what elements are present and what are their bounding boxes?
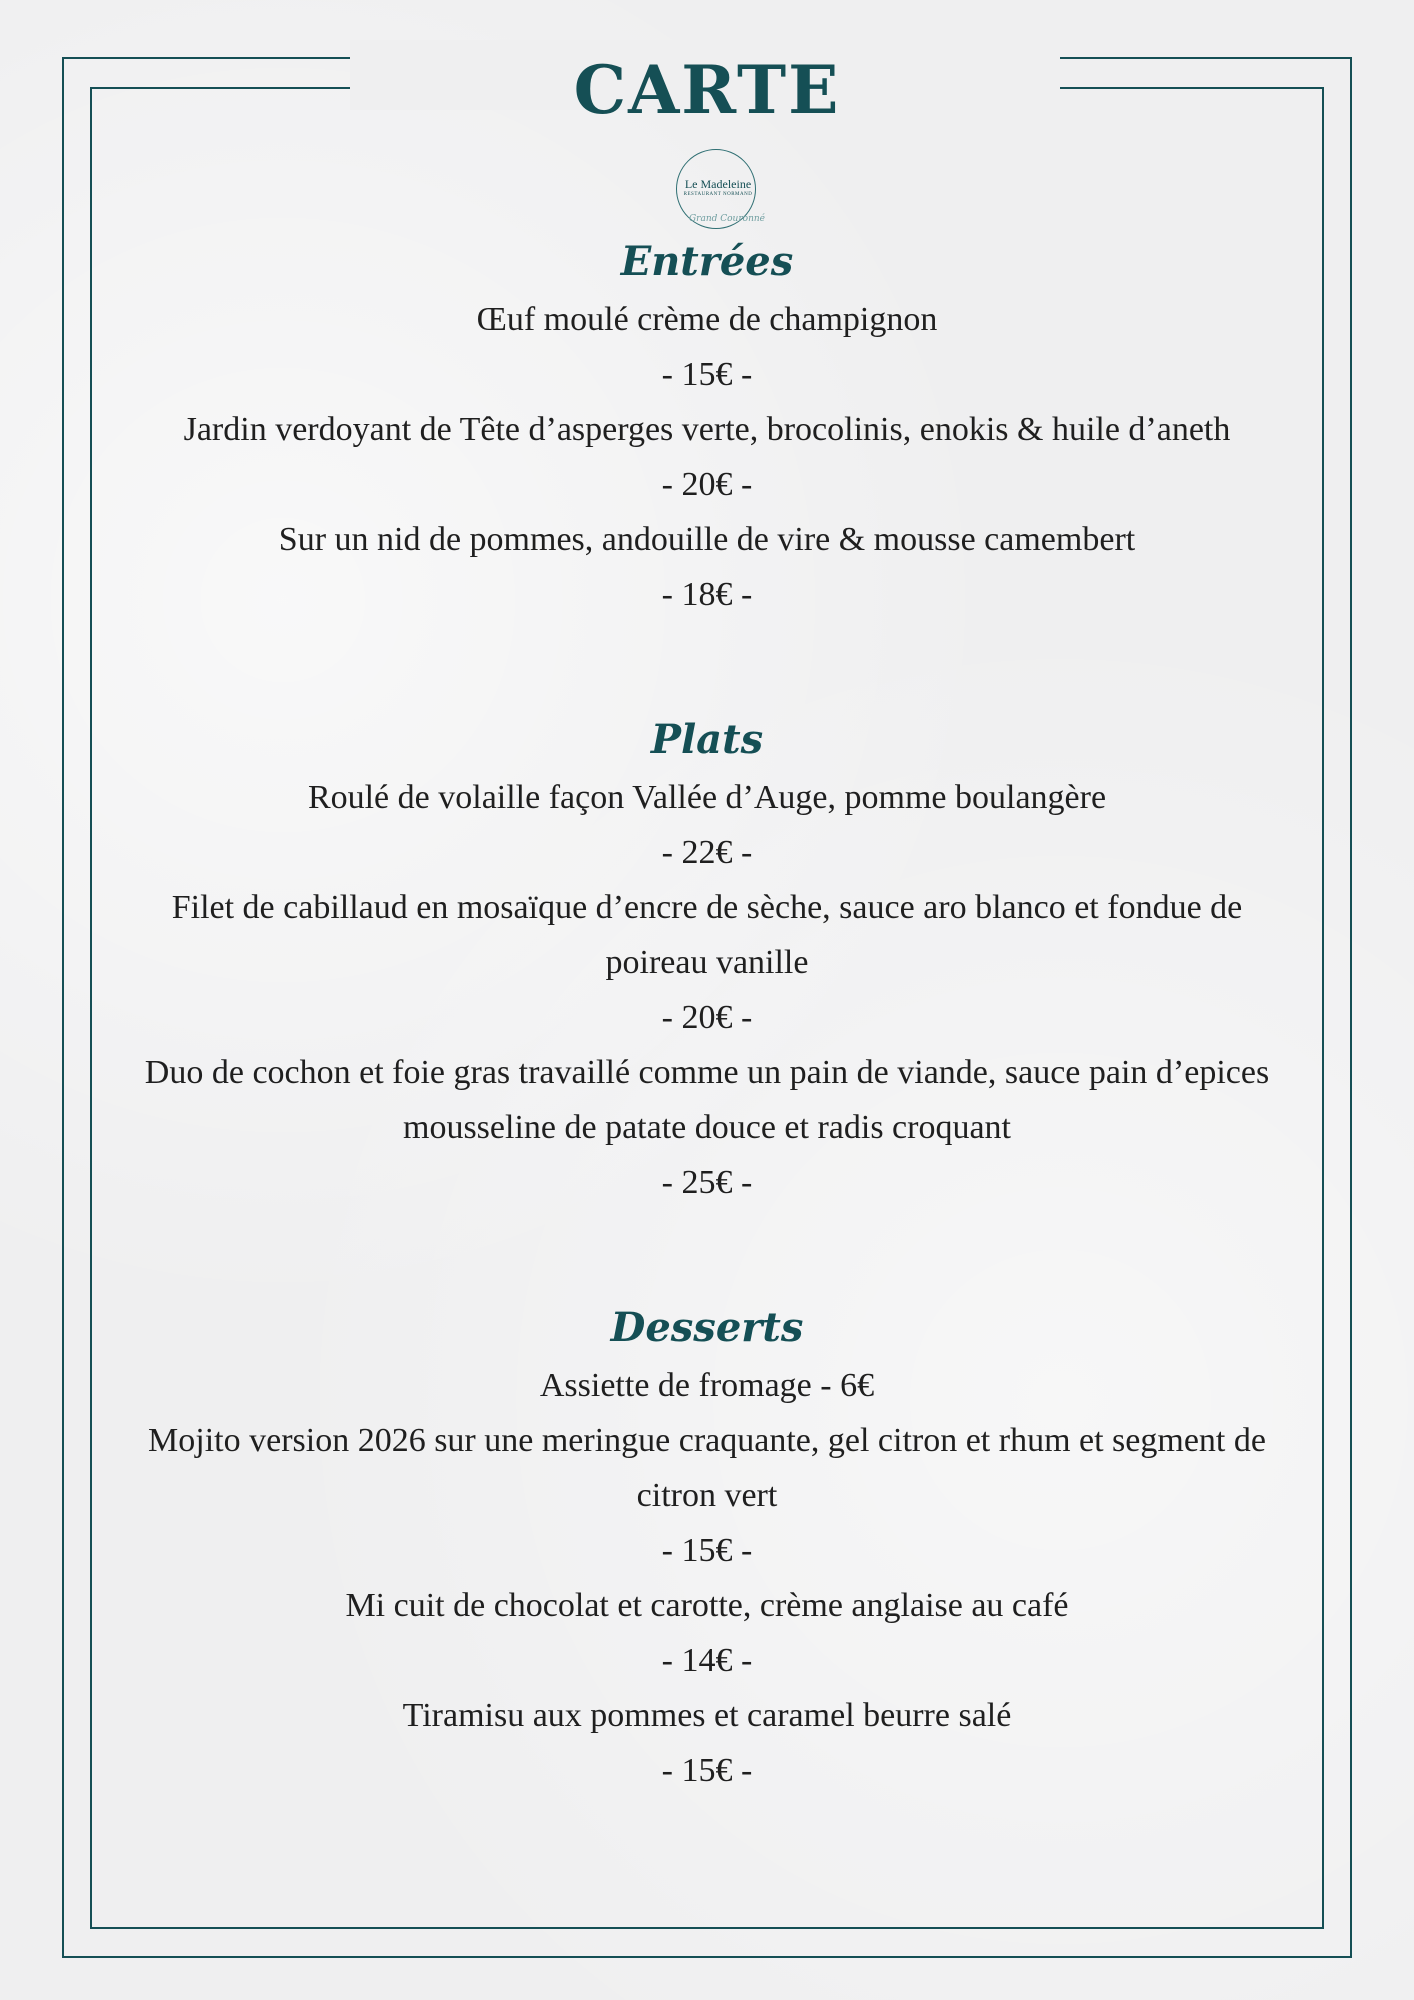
menu bbox=[120, 232, 1294, 1886]
menu-item bbox=[120, 1045, 1294, 1210]
section-plats bbox=[120, 710, 1294, 1210]
menu-item bbox=[120, 1578, 1294, 1688]
item-description: Duo de cochon et foie gras travaillé comme un pain de viande, sauce pain d’epices mousseline de patate douce et radis croquant bbox=[144, 1054, 1270, 1146]
menu-item bbox=[120, 1358, 1294, 1413]
item-description: Filet de cabillaud en mosaïque d’encre de sèche, sauce aro blanco et fondue de poireau vanille bbox=[171, 889, 1243, 981]
item-price: - 18€ - bbox=[661, 576, 753, 613]
item-price: - 22€ - bbox=[661, 834, 753, 871]
section-title: Desserts bbox=[610, 1304, 804, 1351]
item-description: Roulé de volaille façon Vallée d’Auge, pomme boulangère bbox=[307, 779, 1107, 816]
section-entrees bbox=[120, 232, 1294, 622]
menu-item bbox=[120, 292, 1294, 402]
item-price: - 20€ - bbox=[661, 999, 753, 1036]
section-desserts bbox=[120, 1298, 1294, 1798]
logo-subtitle: RESTAURANT NORMAND bbox=[683, 192, 753, 197]
item-description: Œuf moulé crème de champignon bbox=[476, 301, 938, 338]
item-price: - 14€ - bbox=[661, 1642, 753, 1679]
item-price: - 15€ - bbox=[661, 356, 753, 393]
page-title: CARTE bbox=[573, 51, 841, 129]
item-description: Tiramisu aux pommes et caramel beurre salé bbox=[402, 1697, 1012, 1734]
logo-name: Le Madeleine bbox=[684, 177, 752, 191]
restaurant-logo bbox=[671, 144, 765, 238]
item-description: Mojito version 2026 sur une meringue craquante, gel citron et rhum et segment de citron vert bbox=[148, 1422, 1266, 1514]
item-description: Assiette de fromage - 6€ bbox=[539, 1367, 875, 1404]
menu-item bbox=[120, 1688, 1294, 1798]
menu-item bbox=[120, 770, 1294, 880]
item-description: Sur un nid de pommes, andouille de vire & mousse camembert bbox=[278, 521, 1136, 558]
section-title: Plats bbox=[650, 716, 764, 763]
menu-item bbox=[120, 880, 1294, 1045]
section-title: Entrées bbox=[620, 238, 794, 285]
item-description: Jardin verdoyant de Tête d’asperges verte, brocolinis, enokis & huile d’aneth bbox=[183, 411, 1231, 448]
menu-item bbox=[120, 1413, 1294, 1578]
item-price: - 20€ - bbox=[661, 466, 753, 503]
item-description: Mi cuit de chocolat et carotte, crème anglaise au café bbox=[345, 1587, 1069, 1624]
item-price: - 15€ - bbox=[661, 1532, 753, 1569]
logo-signature: Grand Couronné bbox=[688, 214, 765, 224]
menu-item bbox=[120, 402, 1294, 512]
item-price: - 25€ - bbox=[661, 1164, 753, 1201]
item-price: - 15€ - bbox=[661, 1752, 753, 1789]
menu-item bbox=[120, 512, 1294, 622]
